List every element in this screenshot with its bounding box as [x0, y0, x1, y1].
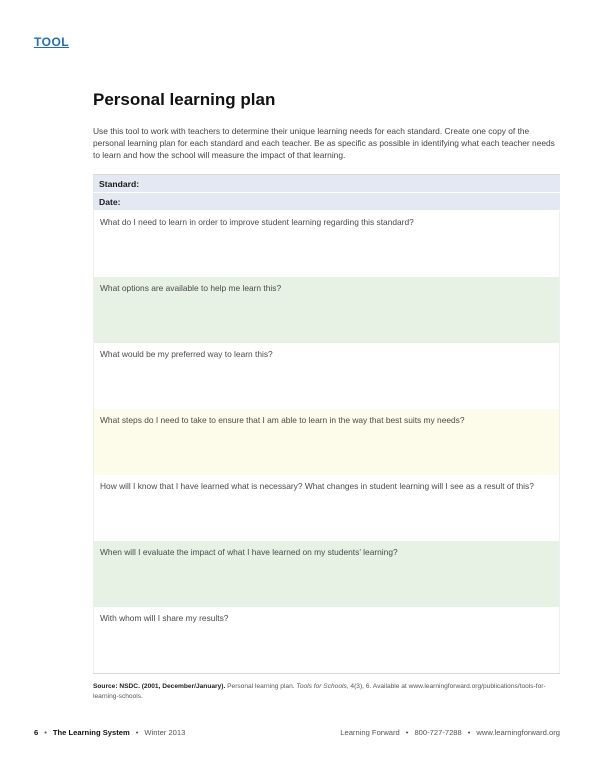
organization-name: Learning Forward [340, 728, 400, 737]
section-tag: TOOL [34, 35, 70, 49]
standard-field[interactable] [93, 175, 560, 193]
question-row[interactable] [93, 343, 560, 409]
question-text: What steps do I need to take to ensure that I am able to learn in the way that best suits my needs? [100, 415, 465, 425]
question-row[interactable] [93, 541, 560, 607]
separator-dot: • [135, 728, 139, 737]
question-text: When will I evaluate the impact of what I have learned on my students’ learning? [100, 547, 398, 557]
question-row[interactable] [93, 409, 560, 475]
source-label: Source: NSDC. (2001, December/January). [93, 683, 226, 690]
question-text: How will I know that I have learned what is necessary? What changes in student learning will I see as a result of this? [100, 481, 534, 491]
issue-date: Winter 2013 [144, 728, 186, 737]
learning-plan-form [93, 174, 560, 674]
publication-name: The Learning System [52, 728, 130, 737]
question-row[interactable] [93, 607, 560, 673]
source-citation [93, 682, 563, 702]
source-text: Personal learning plan. [225, 683, 297, 690]
question-text: With whom will I share my results? [100, 613, 229, 623]
intro-paragraph: Use this tool to work with teachers to determine their unique learning needs for each standard. Create one copy of the personal learning plan for each standard and each teacher. Be as specific as possible in identifying what each teacher needs to learn and how the school will measure the impact of that learning. [93, 126, 555, 160]
question-row[interactable] [93, 277, 560, 343]
page-footer [34, 728, 560, 740]
question-row[interactable] [93, 475, 560, 541]
date-field[interactable] [93, 193, 560, 211]
separator-dot: • [405, 728, 409, 737]
standard-label: Standard: [99, 178, 140, 189]
page-title: Personal learning plan [93, 90, 276, 109]
separator-dot: • [44, 728, 47, 737]
page-number: 6 [34, 728, 39, 737]
question-row[interactable] [93, 211, 560, 277]
phone-number: 800-727-7288 [414, 728, 462, 737]
question-text: What options are available to help me learn this? [100, 283, 282, 293]
question-text: What would be my preferred way to learn this? [100, 349, 273, 359]
source-text-end: , 4(3), 6. Available at www.learningforward.org/publications/tools-for-learning-schools. [93, 683, 546, 700]
question-text: What do I need to learn in order to improve student learning regarding this standard? [100, 217, 414, 227]
separator-dot: • [467, 728, 471, 737]
source-journal: Tools for Schools [296, 683, 347, 690]
website-link[interactable]: www.learningforward.org [476, 728, 560, 737]
date-label: Date: [99, 196, 121, 207]
